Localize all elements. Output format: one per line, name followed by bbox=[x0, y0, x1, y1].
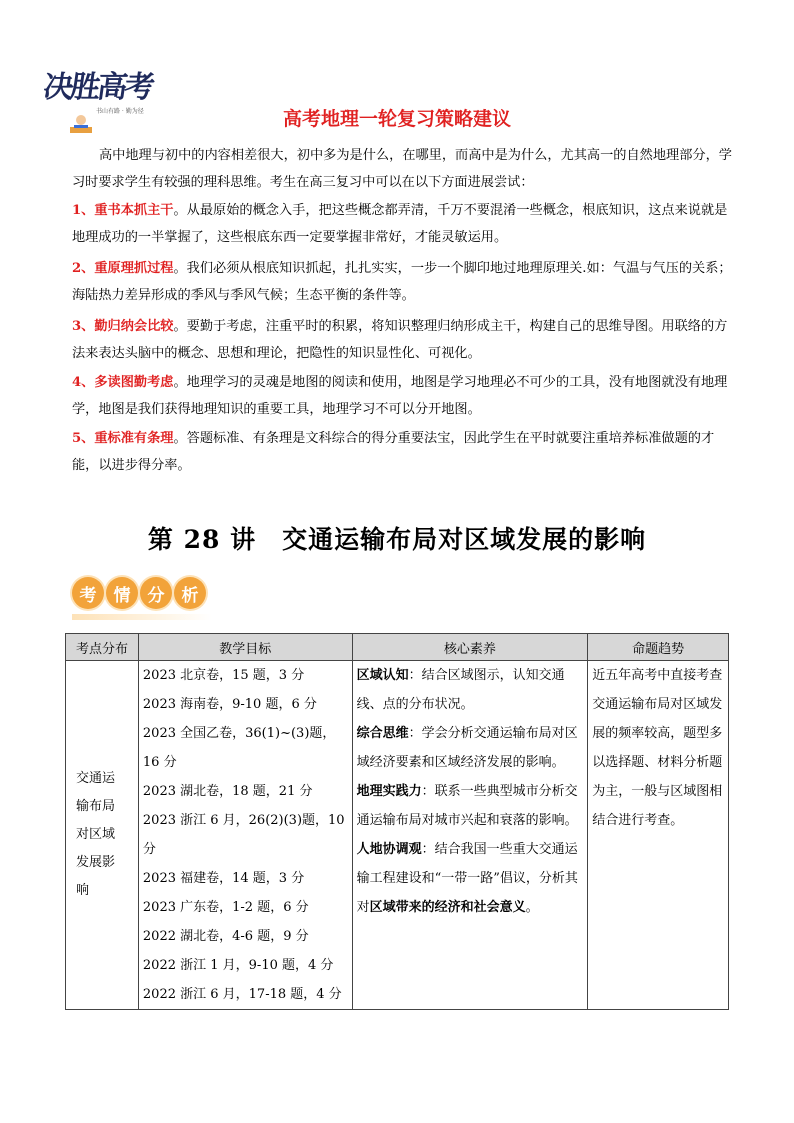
tip-1: 1、重书本抓主干。从最原始的概念入手，把这些概念都弄清，千万不要混淆一些概念，根底知识，这点来说就是地理成功的一半掌握了，这些根底东西一定要掌握非常好，才能灵敏运用。 bbox=[72, 203, 728, 245]
badge-char: 析 bbox=[174, 577, 206, 609]
header-goals: 教学目标 bbox=[138, 634, 352, 661]
literacy-cell bbox=[352, 661, 588, 1010]
badge-underline bbox=[72, 614, 212, 620]
literacy-item: 地理实践力：联系一些典型城市分析交通运输布局对城市兴起和衰落的影响。 bbox=[356, 784, 578, 828]
tip-5: 5、重标准有条理。答题标准、有条理是文科综合的得分重要法宝，因此学生在平时就要注重培养标准做题的才能，以进步得分率。 bbox=[72, 431, 715, 473]
document-title: 高考地理一轮复习策略建议 bbox=[282, 108, 511, 130]
header-topic: 考点分布 bbox=[66, 634, 139, 661]
badge-char: 分 bbox=[140, 577, 172, 609]
tip-3: 3、勤归纳会比较。要勤于考虑，注重平时的积累，将知识整理归纳形成主干，构建自己的思维导图。用联络的方法来表达头脑中的概念、思想和理论，把隐性的知识显性化、可视化。 bbox=[72, 319, 728, 361]
logo-subtext: 书山有路 · 勤为径 bbox=[96, 108, 144, 115]
literacy-item: 综合思维：学会分析交通运输布局对区域经济要素和区域经济发展的影响。 bbox=[356, 726, 578, 770]
goal-item: 2023 北京卷，15 题，3 分 bbox=[142, 668, 305, 683]
goals-cell bbox=[138, 661, 352, 1010]
badge-char: 情 bbox=[106, 577, 138, 609]
lecture-title: 第 28 讲 交通运输布局对区域发展的影响 bbox=[147, 525, 647, 554]
goal-item: 2023 广东卷，1-2 题，6 分 bbox=[142, 900, 309, 915]
literacy-item: 区域认知：结合区域图示，认知交通线、点的分布状况。 bbox=[356, 668, 565, 712]
header-trend: 命题趋势 bbox=[588, 634, 729, 661]
goal-item: 2023 浙江 6 月，26(2)(3)题，10 分 bbox=[142, 813, 345, 857]
header-literacy: 核心素养 bbox=[352, 634, 588, 661]
trend-cell: 近五年高考中直接考查交通运输布局对区域发展的频率较高，题型多以选择题、材料分析题为主，一般与区域图相结合进行考查。 bbox=[588, 661, 729, 1010]
tip-4: 4、多读图勤考虑。地理学习的灵魂是地图的阅读和使用，地图是学习地理必不可少的工具，没有地图就没有地理学，地图是我们获得地理知识的重要工具，地理学习不可以分开地图。 bbox=[72, 375, 728, 417]
literacy-item: 人地协调观：结合我国一些重大交通运输工程建设和“一带一路”倡议，分析其对区域带来的经济和社会意义。 bbox=[356, 842, 578, 915]
section-badge bbox=[72, 577, 208, 609]
goal-item: 2023 海南卷，9-10 题，6 分 bbox=[142, 697, 317, 712]
exam-analysis-table bbox=[65, 633, 729, 1010]
goal-item: 2022 湖北卷，4-6 题，9 分 bbox=[142, 929, 309, 944]
intro-paragraph: 高中地理与初中的内容相差很大，初中多为是什么，在哪里，而高中是为什么，尤其高一的自然地理部分，学习时要求学生有较强的理科思维。考生在高三复习中可以在以下方面进展尝试： bbox=[72, 148, 732, 190]
goal-item: 2023 福建卷，14 题，3 分 bbox=[142, 871, 305, 886]
goal-item: 2023 湖北卷，18 题，21 分 bbox=[142, 784, 313, 799]
goal-item: 2023 全国乙卷，36(1)~(3)题，16 分 bbox=[142, 726, 336, 770]
topic-cell: 交通运输布局对区域发展影响 bbox=[66, 661, 139, 1010]
logo-text: 决胜高考 bbox=[41, 70, 154, 105]
table-header-row bbox=[66, 634, 729, 661]
goal-item: 2022 浙江 6 月，17-18 题，4 分 bbox=[142, 987, 342, 1002]
goal-item: 2022 浙江 1 月，9-10 题，4 分 bbox=[142, 958, 334, 973]
table-row bbox=[66, 661, 729, 1010]
badge-char: 考 bbox=[72, 577, 104, 609]
tip-2: 2、重原理抓过程。我们必须从根底知识抓起，扎扎实实，一步一个脚印地过地理原理关.如：气温与气压的关系；海陆热力差异形成的季风与季风气候；生态平衡的条件等。 bbox=[72, 261, 732, 303]
